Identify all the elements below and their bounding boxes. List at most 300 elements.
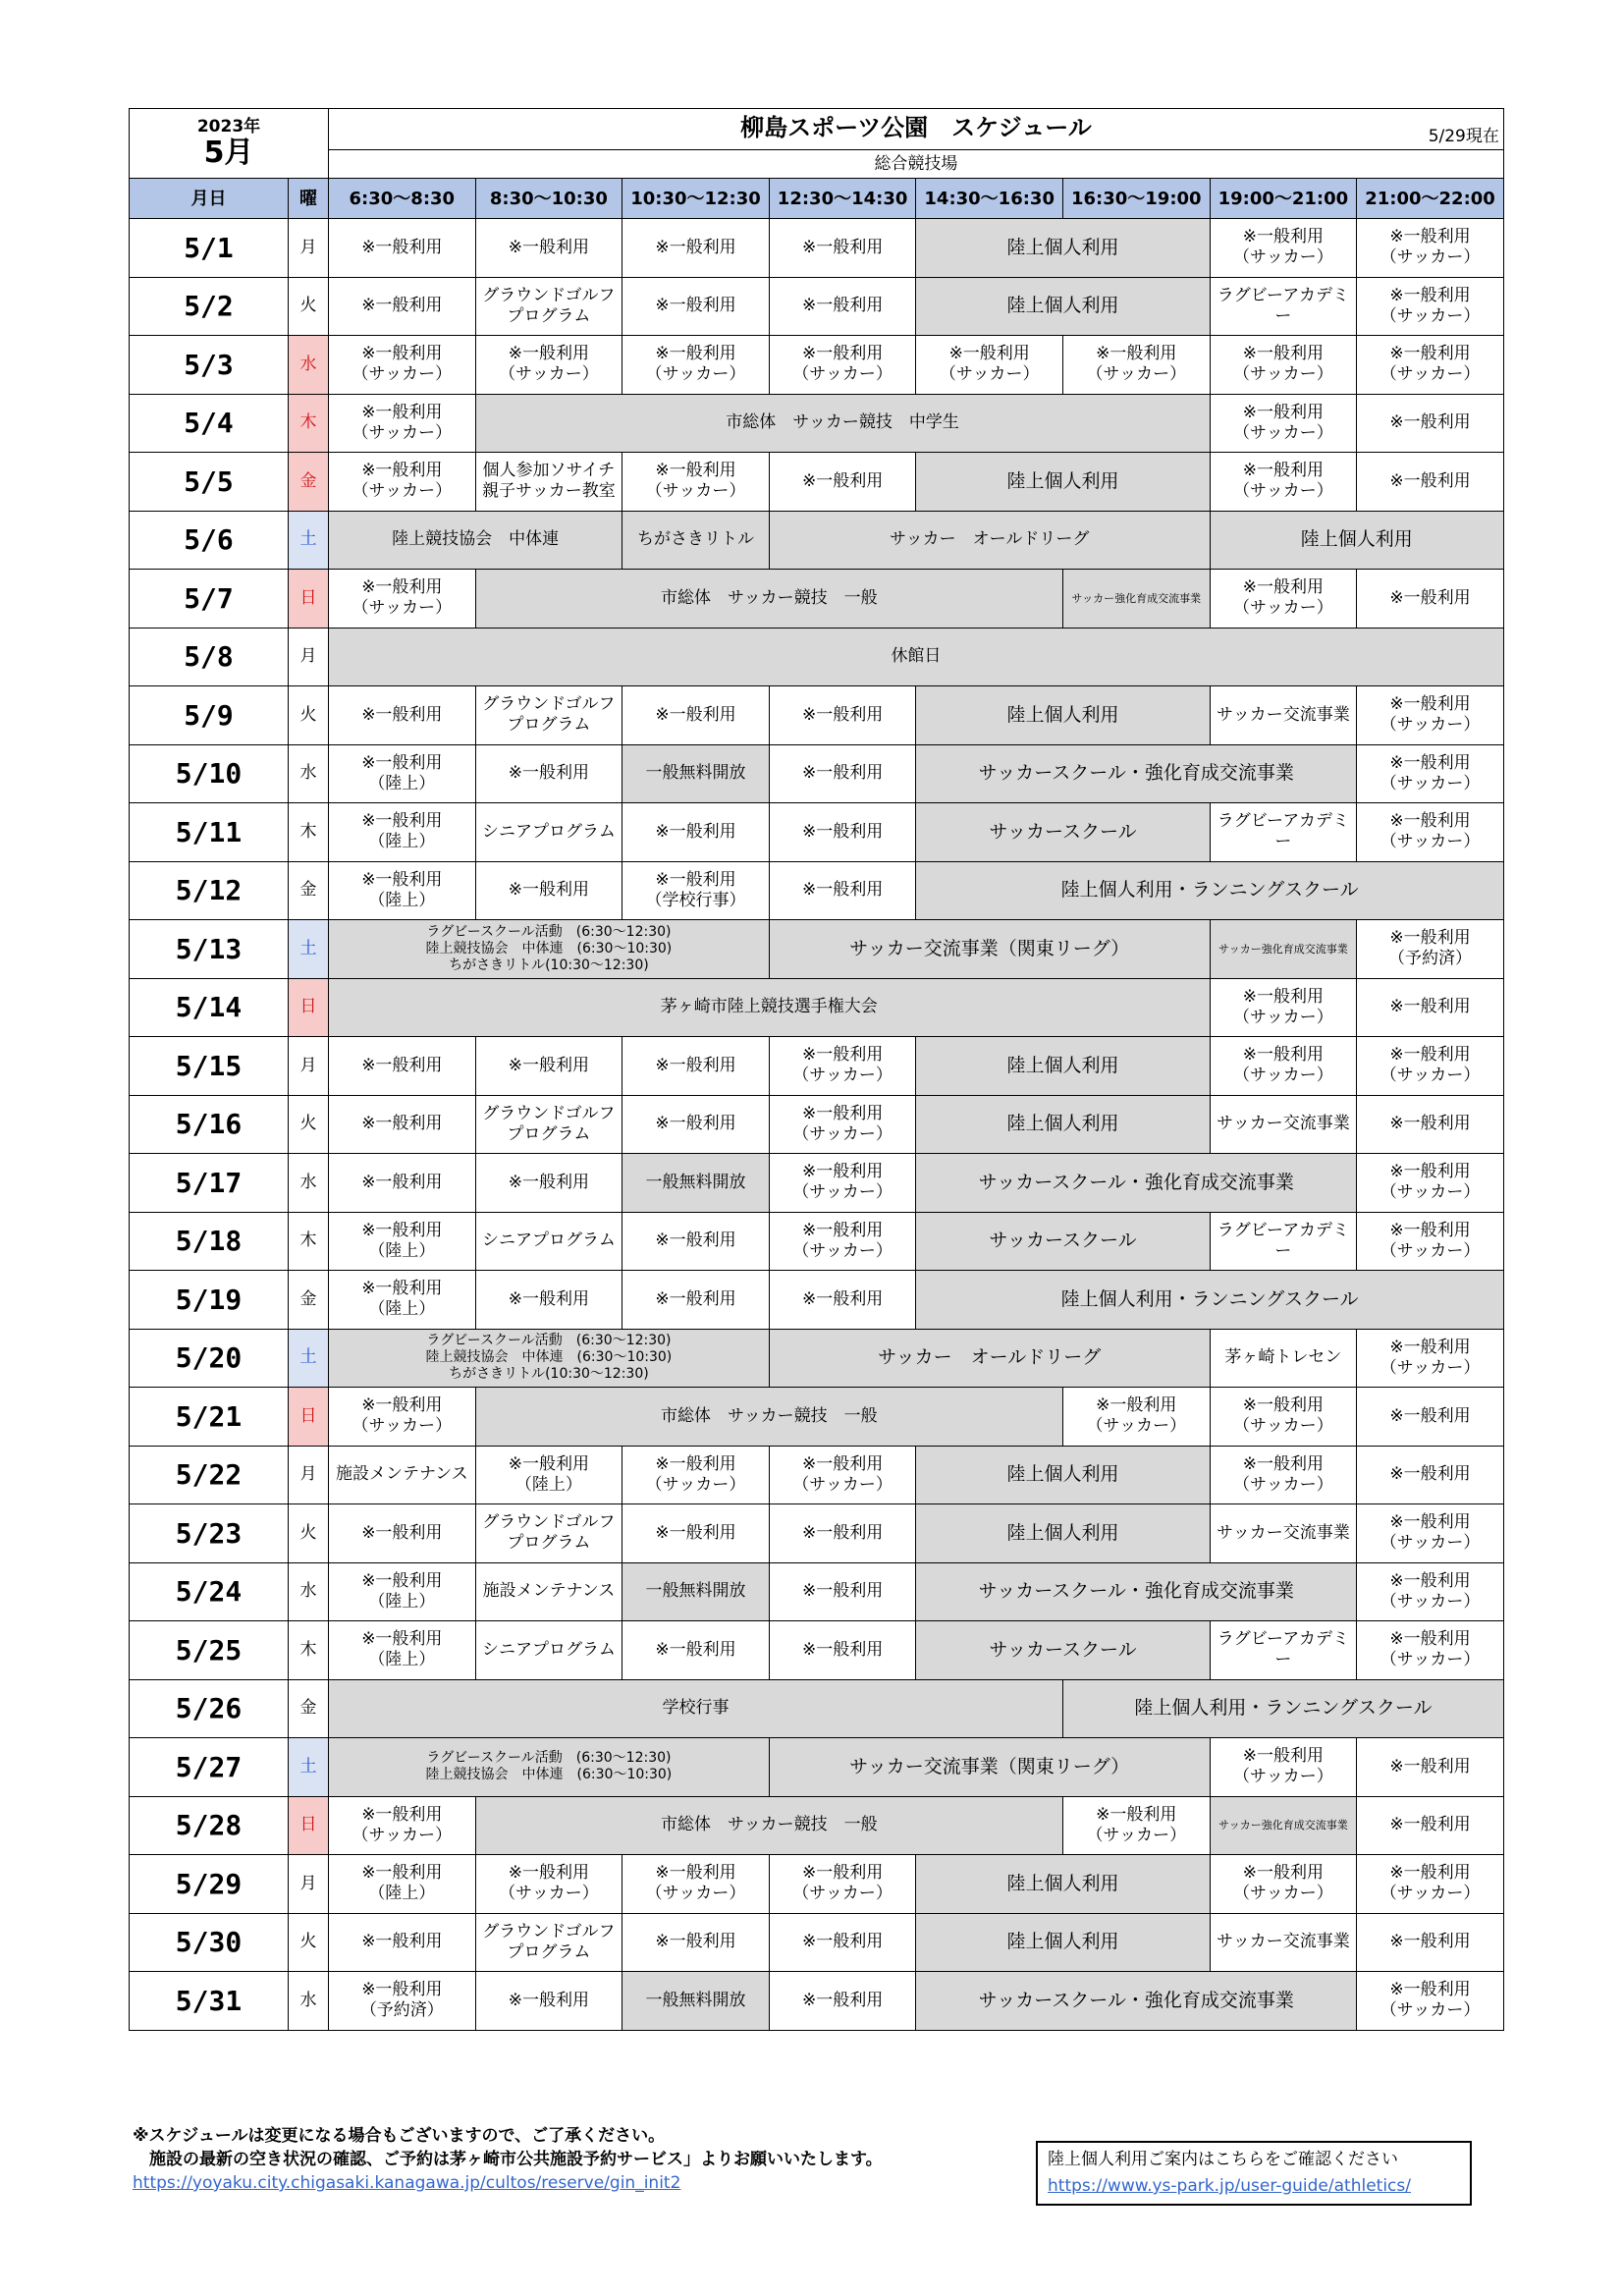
cell-line: ※一般利用 — [801, 821, 884, 842]
cell-line: ※一般利用 — [1389, 1464, 1471, 1485]
cell-line: ※一般利用 — [1389, 1863, 1471, 1884]
schedule-cell — [1357, 744, 1504, 803]
cell-line: サッカー オールドリーグ — [878, 1346, 1102, 1369]
reservation-link[interactable]: https://yoyaku.city.chigasaki.kanagawa.jp/cultos/reserve/gin_init2 — [133, 2173, 681, 2193]
year-label: 2023年 — [196, 117, 261, 137]
cell-line: ※一般利用 — [801, 1990, 884, 2010]
cell-line: グラウンドゴルフ — [482, 1512, 616, 1533]
athletics-info-box — [1036, 2141, 1472, 2206]
row-date: 5/11 — [130, 803, 289, 862]
schedule-cell — [916, 686, 1210, 745]
cell-line: （サッカー） — [1233, 247, 1333, 268]
cell-line: （サッカー） — [1233, 1066, 1333, 1086]
schedule-cell — [1210, 978, 1357, 1037]
schedule-cell — [622, 1446, 770, 1504]
row-date: 5/27 — [130, 1738, 289, 1797]
schedule-cell — [769, 1271, 916, 1330]
cell-line: （サッカー） — [1233, 1474, 1333, 1495]
cell-line: （サッカー） — [352, 1416, 453, 1437]
cell-line: ※一般利用 — [655, 1055, 736, 1075]
schedule-cell — [475, 570, 1062, 629]
schedule-row — [130, 978, 1504, 1037]
cell-line: サッカー交流事業 — [1217, 704, 1350, 725]
cell-line: ※一般利用 — [1389, 1114, 1471, 1134]
cell-line: （サッカー） — [792, 1474, 893, 1495]
schedule-cell — [1210, 1212, 1357, 1271]
schedule-cell — [475, 1621, 622, 1680]
schedule-cell — [329, 1679, 1063, 1738]
schedule-cell — [1210, 219, 1357, 278]
cell-line: グラウンドゴルフ — [482, 1921, 616, 1941]
cell-line: 施設メンテナンス — [335, 1464, 468, 1485]
schedule-cell — [916, 1095, 1210, 1154]
cell-line: ラグビーアカデミー — [1217, 285, 1350, 326]
cell-line: （サッカー） — [1380, 305, 1481, 326]
schedule-cell — [329, 277, 476, 336]
cell-line: 学校行事 — [662, 1698, 730, 1719]
schedule-cell — [329, 628, 1504, 686]
schedule-cell — [475, 219, 622, 278]
schedule-row — [130, 744, 1504, 803]
schedule-row — [130, 628, 1504, 686]
cell-line: ※一般利用 — [655, 296, 736, 316]
cell-line: （サッカー） — [792, 1240, 893, 1261]
cell-line: ※一般利用 — [361, 344, 443, 364]
cell-line: ※一般利用 — [1389, 1045, 1471, 1066]
schedule-cell — [1357, 453, 1504, 512]
cell-line: （サッカー） — [1380, 773, 1481, 793]
cell-line: （陸上） — [368, 1240, 436, 1261]
athletics-info-text: 陸上個人利用ご案内はこちらをご確認ください — [1048, 2150, 1398, 2169]
cell-line: 一般無料開放 — [645, 1172, 746, 1192]
schedule-cell — [622, 1212, 770, 1271]
schedule-cell — [475, 861, 622, 920]
title-cell — [329, 109, 1504, 150]
schedule-cell — [1357, 1504, 1504, 1563]
cell-line: （サッカー） — [1086, 1825, 1187, 1845]
schedule-cell — [769, 803, 916, 862]
venue-label: 総合競技場 — [329, 150, 1504, 179]
cell-line: ※一般利用 — [1242, 1746, 1324, 1767]
row-date: 5/1 — [130, 219, 289, 278]
cell-line: （サッカー） — [792, 1066, 893, 1086]
schedule-cell — [622, 803, 770, 862]
schedule-cell — [769, 1037, 916, 1096]
schedule-row — [130, 394, 1504, 453]
cell-line: ※一般利用 — [361, 869, 443, 890]
schedule-cell — [622, 1504, 770, 1563]
cell-line: サッカー交流事業（関東リーグ） — [849, 1755, 1130, 1777]
cell-line: サッカースクール — [989, 1230, 1137, 1252]
cell-line: ※一般利用 — [1389, 1629, 1471, 1650]
schedule-cell — [622, 744, 770, 803]
schedule-cell — [916, 803, 1210, 862]
cell-line: ※一般利用 — [1242, 461, 1324, 481]
schedule-row — [130, 803, 1504, 862]
schedule-cell — [1210, 511, 1503, 570]
cell-line: ※一般利用 — [361, 1395, 443, 1416]
cell-line: （サッカー） — [1380, 1240, 1481, 1261]
row-dow: 土 — [289, 1738, 329, 1797]
schedule-cell — [1357, 803, 1504, 862]
schedule-cell — [916, 1855, 1210, 1914]
row-dow: 火 — [289, 1504, 329, 1563]
cell-line: （サッカー） — [1380, 832, 1481, 852]
row-date: 5/18 — [130, 1212, 289, 1271]
column-header-slot: 6:30〜8:30 — [329, 179, 476, 219]
row-dow: 水 — [289, 1562, 329, 1621]
row-dow: 金 — [289, 1679, 329, 1738]
schedule-cell — [475, 394, 1210, 453]
schedule-cell — [1357, 1972, 1504, 2031]
schedule-cell — [916, 277, 1210, 336]
row-dow: 水 — [289, 744, 329, 803]
schedule-row — [130, 1446, 1504, 1504]
cell-line: ※一般利用 — [508, 1288, 590, 1309]
cell-line: ※一般利用 — [1242, 577, 1324, 598]
row-dow: 火 — [289, 686, 329, 745]
cell-line: ※一般利用 — [361, 1114, 443, 1134]
schedule-cell — [916, 336, 1063, 395]
cell-line: 陸上個人利用・ランニングスクール — [1134, 1697, 1433, 1720]
cell-line: （サッカー） — [1380, 364, 1481, 385]
schedule-row — [130, 277, 1504, 336]
cell-line: プログラム — [507, 1123, 591, 1144]
row-date: 5/10 — [130, 744, 289, 803]
schedule-cell — [329, 920, 770, 979]
schedule-cell — [329, 978, 1211, 1037]
cell-line: （陸上） — [368, 1650, 436, 1670]
row-dow: 土 — [289, 920, 329, 979]
schedule-cell — [1357, 394, 1504, 453]
schedule-cell — [1357, 1562, 1504, 1621]
cell-line: （サッカー） — [499, 364, 599, 385]
cell-line: ※一般利用 — [1389, 997, 1471, 1017]
cell-line: ちがさきリトル(10:30〜12:30) — [449, 1366, 649, 1383]
cell-line: ※一般利用 — [655, 1114, 736, 1134]
cell-line: サッカー交流事業 — [1217, 1932, 1350, 1952]
cell-line: サッカー交流事業 — [1217, 1522, 1350, 1543]
cell-line: ※一般利用 — [801, 763, 884, 784]
cell-line: ラグビーアカデミー — [1217, 811, 1350, 852]
schedule-cell — [1357, 1212, 1504, 1271]
cell-line: シニアプログラム — [481, 821, 616, 842]
schedule-cell — [329, 1271, 476, 1330]
cell-line: グラウンドゴルフ — [482, 285, 616, 305]
cell-line: ※一般利用 — [508, 1863, 590, 1884]
row-dow: 火 — [289, 1095, 329, 1154]
row-dow: 金 — [289, 453, 329, 512]
schedule-cell — [769, 1562, 916, 1621]
cell-line: ※一般利用 — [1389, 1815, 1471, 1835]
schedule-cell — [622, 511, 770, 570]
cell-line: ※一般利用 — [361, 752, 443, 773]
schedule-cell — [1210, 1738, 1357, 1797]
cell-line: （サッカー） — [1233, 1767, 1333, 1787]
schedule-cell — [1357, 686, 1504, 745]
cell-line: ※一般利用 — [655, 704, 736, 725]
schedule-row — [130, 1329, 1504, 1388]
cell-line: （サッカー） — [499, 1884, 599, 1904]
cell-line: （陸上） — [368, 1299, 436, 1320]
cell-line: ※一般利用 — [801, 1453, 884, 1474]
row-dow: 土 — [289, 1329, 329, 1388]
schedule-cell — [475, 1855, 622, 1914]
row-dow: 月 — [289, 628, 329, 686]
schedule-cell — [916, 861, 1503, 920]
schedule-cell — [1210, 1913, 1357, 1972]
column-header-date: 月日 — [130, 179, 289, 219]
row-date: 5/6 — [130, 511, 289, 570]
cell-line: ※一般利用 — [1242, 1863, 1324, 1884]
cell-line: （サッカー） — [645, 1474, 746, 1495]
row-dow: 水 — [289, 1972, 329, 2031]
row-date: 5/3 — [130, 336, 289, 395]
schedule-cell — [1210, 920, 1357, 979]
cell-line: ※一般利用 — [801, 1045, 884, 1066]
schedule-cell — [329, 1504, 476, 1563]
schedule-row — [130, 219, 1504, 278]
cell-line: ※一般利用 — [1389, 1405, 1471, 1426]
schedule-cell — [769, 1212, 916, 1271]
row-dow: 日 — [289, 1796, 329, 1855]
cell-line: ※一般利用 — [1389, 344, 1471, 364]
cell-line: （サッカー） — [1380, 715, 1481, 736]
cell-line: （陸上） — [368, 1591, 436, 1612]
cell-line: （サッカー） — [792, 1123, 893, 1144]
schedule-cell — [475, 1095, 622, 1154]
cell-line: ※一般利用 — [361, 1804, 443, 1825]
schedule-cell — [769, 453, 916, 512]
schedule-row — [130, 1388, 1504, 1447]
cell-line: サッカー交流事業 — [1217, 1114, 1350, 1134]
schedule-row — [130, 453, 1504, 512]
row-date: 5/19 — [130, 1271, 289, 1330]
cell-line: 陸上個人利用 — [1006, 1872, 1119, 1894]
row-date: 5/30 — [130, 1913, 289, 1972]
cell-line: （サッカー） — [1380, 1066, 1481, 1086]
cell-line: 陸上個人利用・ランニングスクール — [1060, 1287, 1359, 1310]
row-dow: 木 — [289, 803, 329, 862]
cell-line: シニアプログラム — [481, 1639, 616, 1660]
cell-line: ※一般利用 — [1096, 1395, 1177, 1416]
cell-line: 陸上個人利用 — [1300, 528, 1413, 551]
month-header — [130, 109, 329, 179]
cell-line: 陸上競技協会 中体連 — [392, 529, 560, 550]
as-of-date: 5/29現在 — [1428, 127, 1499, 146]
cell-line: 陸上個人利用 — [1006, 236, 1119, 258]
footer-note-reservation: 施設の最新の空き状況の確認、ご予約は茅ヶ崎市公共施設予約サービス」よりお願いいたします。 — [133, 2150, 883, 2169]
cell-line: ※一般利用 — [1389, 285, 1471, 305]
cell-line: ※一般利用 — [655, 1863, 736, 1884]
cell-line: （陸上） — [368, 832, 436, 852]
cell-line: ※一般利用 — [655, 344, 736, 364]
row-date: 5/12 — [130, 861, 289, 920]
schedule-cell — [916, 1972, 1357, 2031]
schedule-cell — [769, 1738, 1210, 1797]
schedule-cell — [329, 1796, 476, 1855]
cell-line: ※一般利用 — [1096, 344, 1177, 364]
schedule-cell — [769, 277, 916, 336]
cell-line: ※一般利用 — [1389, 470, 1471, 491]
schedule-cell — [769, 1621, 916, 1680]
row-dow: 水 — [289, 1154, 329, 1213]
cell-line: ※一般利用 — [361, 1863, 443, 1884]
page-title: 柳島スポーツ公園 スケジュール — [740, 113, 1092, 141]
cell-line: （サッカー） — [1233, 422, 1333, 443]
cell-line: ※一般利用 — [801, 1863, 884, 1884]
schedule-cell — [329, 511, 622, 570]
row-dow: 月 — [289, 1446, 329, 1504]
schedule-cell — [475, 1504, 622, 1563]
schedule-cell — [475, 1388, 1062, 1447]
cell-line: ※一般利用 — [801, 1639, 884, 1660]
row-dow: 火 — [289, 1913, 329, 1972]
cell-line: ※一般利用 — [508, 1990, 590, 2010]
column-header-slot: 10:30〜12:30 — [622, 179, 770, 219]
schedule-cell — [1357, 1329, 1504, 1388]
cell-line: ※一般利用 — [801, 704, 884, 725]
cell-line: ※一般利用 — [655, 1453, 736, 1474]
schedule-cell — [769, 219, 916, 278]
cell-line: 陸上個人利用 — [1006, 295, 1119, 317]
cell-line: ※一般利用 — [1242, 986, 1324, 1007]
schedule-cell — [329, 1738, 770, 1797]
cell-line: （予約済） — [1388, 949, 1473, 969]
cell-line: （サッカー） — [352, 364, 453, 385]
cell-line: 陸上個人利用 — [1006, 1931, 1119, 1953]
schedule-cell — [1357, 1855, 1504, 1914]
cell-line: （サッカー） — [352, 481, 453, 502]
cell-line: サッカー強化育成交流事業 — [1217, 942, 1348, 956]
cell-line: （サッカー） — [1086, 1416, 1187, 1437]
schedule-row — [130, 1271, 1504, 1330]
schedule-cell — [769, 1329, 1210, 1388]
cell-line: （サッカー） — [792, 1182, 893, 1203]
cell-line: ※一般利用 — [655, 821, 736, 842]
schedule-cell — [475, 1796, 1062, 1855]
cell-line: 一般無料開放 — [645, 763, 746, 784]
schedule-cell — [1210, 803, 1357, 862]
cell-line: 市総体 サッカー競技 一般 — [660, 587, 878, 608]
cell-line: プログラム — [507, 1941, 591, 1962]
row-date: 5/13 — [130, 920, 289, 979]
schedule-cell — [329, 1037, 476, 1096]
cell-line: （サッカー） — [352, 422, 453, 443]
schedule-cell — [329, 861, 476, 920]
schedule-row — [130, 1855, 1504, 1914]
cell-line: ※一般利用 — [801, 1162, 884, 1182]
cell-line: ※一般利用 — [801, 470, 884, 491]
schedule-cell — [475, 744, 622, 803]
schedule-cell — [329, 803, 476, 862]
cell-line: ラグビーアカデミー — [1217, 1629, 1350, 1670]
schedule-cell — [329, 1855, 476, 1914]
cell-line: ※一般利用 — [508, 763, 590, 784]
schedule-cell — [1210, 277, 1357, 336]
row-date: 5/8 — [130, 628, 289, 686]
cell-line: ※一般利用 — [1389, 1220, 1471, 1240]
row-dow: 日 — [289, 978, 329, 1037]
schedule-cell — [329, 1621, 476, 1680]
cell-line: グラウンドゴルフ — [482, 1103, 616, 1123]
schedule-cell — [916, 1504, 1210, 1563]
cell-line: 陸上競技協会 中体連 (6:30〜10:30) — [425, 1767, 673, 1783]
schedule-cell — [622, 1972, 770, 2031]
schedule-row — [130, 1212, 1504, 1271]
schedule-cell — [769, 1855, 916, 1914]
cell-line: ※一般利用 — [361, 1629, 443, 1650]
cell-line: ラグビーアカデミー — [1217, 1220, 1350, 1261]
schedule-row — [130, 1621, 1504, 1680]
cell-line: ※一般利用 — [361, 1570, 443, 1591]
schedule-cell — [329, 1913, 476, 1972]
schedule-row — [130, 861, 1504, 920]
cell-line: ラグビースクール活動 (6:30〜12:30) — [426, 1750, 672, 1767]
cell-line: ※一般利用 — [1389, 227, 1471, 247]
schedule-cell — [916, 219, 1210, 278]
schedule-cell — [329, 1212, 476, 1271]
cell-line: 陸上個人利用 — [1006, 1521, 1119, 1544]
row-date: 5/5 — [130, 453, 289, 512]
schedule-cell — [475, 277, 622, 336]
schedule-cell — [916, 744, 1357, 803]
cell-line: （陸上） — [368, 890, 436, 910]
schedule-row — [130, 1679, 1504, 1738]
row-date: 5/7 — [130, 570, 289, 629]
cell-line: （サッカー） — [352, 598, 453, 619]
schedule-cell — [1357, 336, 1504, 395]
cell-line: ちがさきリトル — [637, 529, 754, 550]
cell-line: 陸上競技協会 中体連 (6:30〜10:30) — [425, 940, 673, 957]
row-dow: 火 — [289, 277, 329, 336]
row-date: 5/20 — [130, 1329, 289, 1388]
athletics-info-link[interactable]: https://www.ys-park.jp/user-guide/athletics/ — [1048, 2176, 1411, 2196]
schedule-cell — [1210, 1329, 1357, 1388]
schedule-cell — [622, 277, 770, 336]
cell-line: （サッカー） — [1380, 1357, 1481, 1378]
cell-line: ※一般利用 — [1389, 752, 1471, 773]
schedule-row — [130, 686, 1504, 745]
cell-line: ※一般利用 — [361, 577, 443, 598]
cell-line: ※一般利用 — [508, 344, 590, 364]
schedule-cell — [769, 1972, 916, 2031]
cell-line: ※一般利用 — [361, 704, 443, 725]
schedule-cell — [769, 920, 1210, 979]
cell-line: 親子サッカー教室 — [482, 481, 616, 502]
cell-line: ※一般利用 — [1389, 694, 1471, 715]
column-header-slot: 21:00〜22:00 — [1357, 179, 1504, 219]
schedule-cell — [1062, 336, 1210, 395]
schedule-row — [130, 1796, 1504, 1855]
row-date: 5/2 — [130, 277, 289, 336]
cell-line: ※一般利用 — [801, 296, 884, 316]
schedule-cell — [1357, 1446, 1504, 1504]
schedule-cell — [1062, 1388, 1210, 1447]
cell-line: 陸上個人利用 — [1006, 469, 1119, 492]
cell-line: ※一般利用 — [508, 237, 590, 257]
schedule-row — [130, 1037, 1504, 1096]
footer-notes — [133, 2124, 883, 2195]
cell-line: サッカースクール・強化育成交流事業 — [978, 1989, 1294, 2011]
schedule-row — [130, 1738, 1504, 1797]
schedule-cell — [1357, 1621, 1504, 1680]
schedule-cell — [1210, 453, 1357, 512]
cell-line: （サッカー） — [939, 364, 1040, 385]
schedule-cell — [475, 336, 622, 395]
schedule-cell — [1357, 1738, 1504, 1797]
cell-line: サッカースクール・強化育成交流事業 — [978, 762, 1294, 785]
